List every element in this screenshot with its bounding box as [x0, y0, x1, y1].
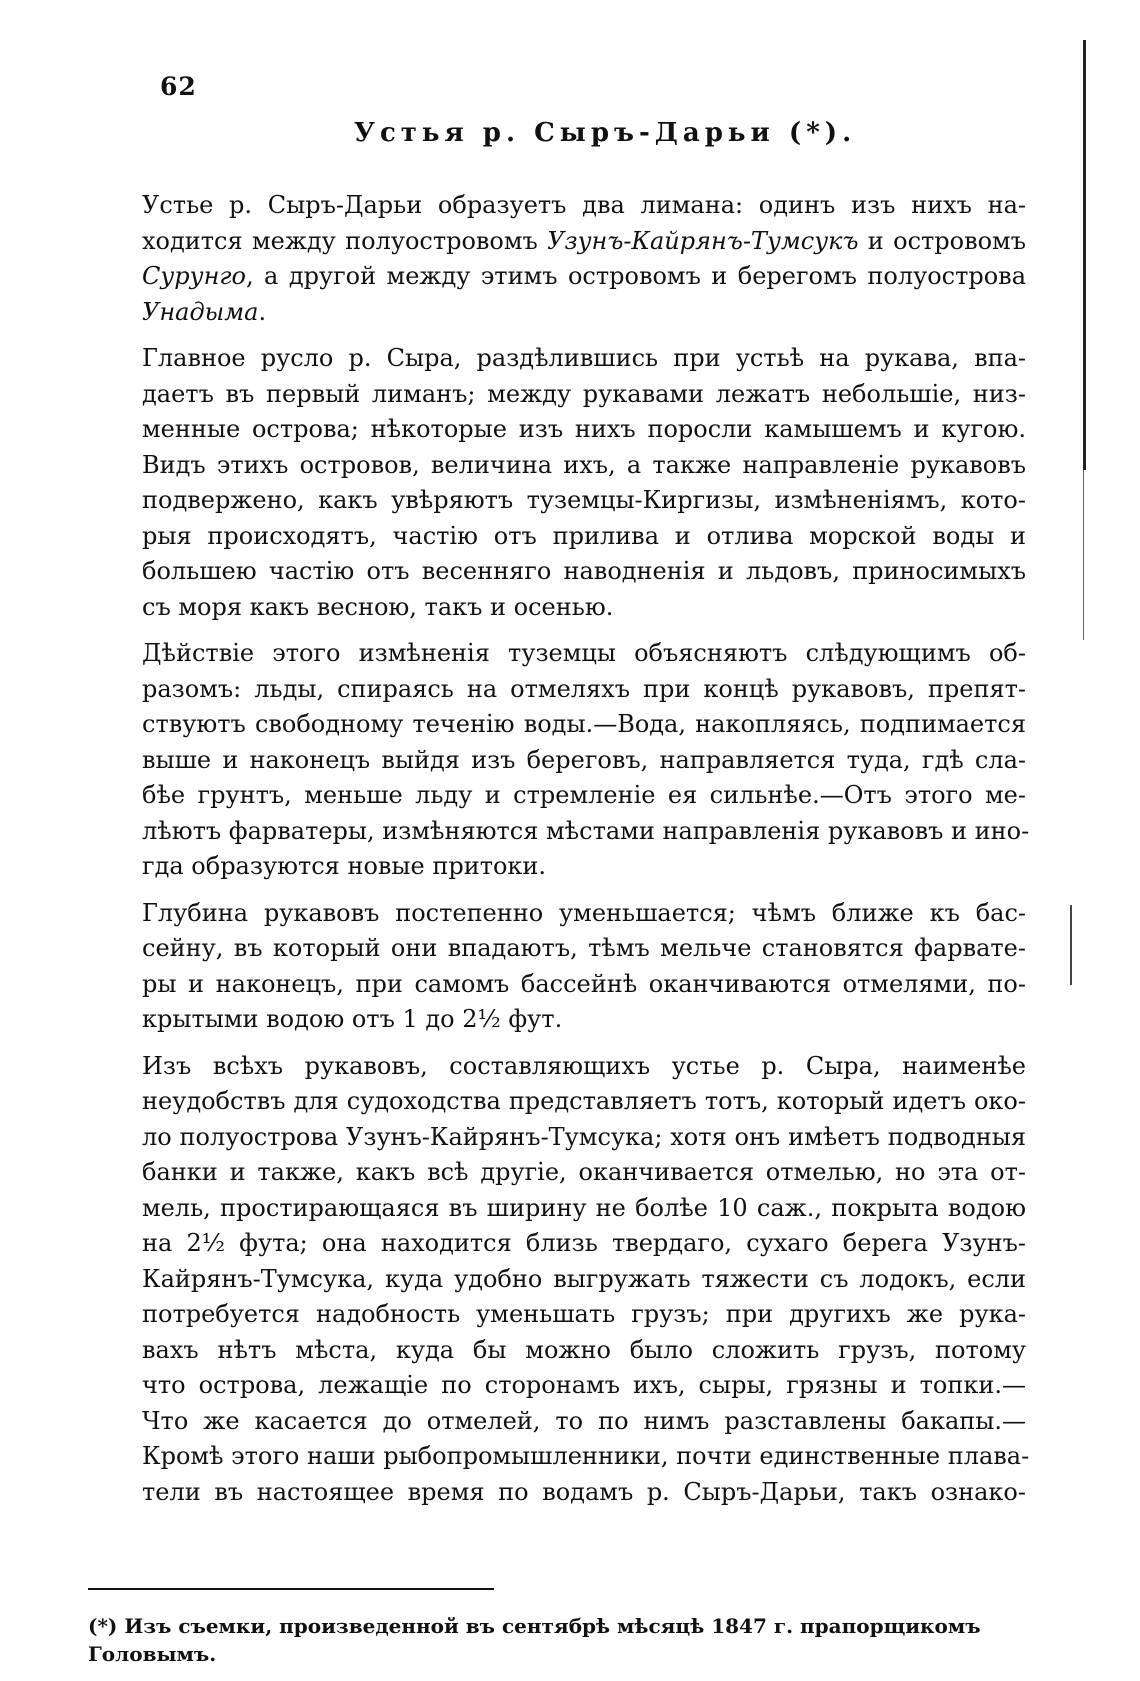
paragraph: [86, 1049, 1030, 1511]
text-line: Устье р. Сыръ-Дарьи образуетъ два лимана: одинъ изъ нихъ на-: [142, 191, 1026, 219]
text-line: большею частію отъ весенняго наводненія и льдовъ, приносимыхъ: [142, 557, 1026, 585]
section-title: Устья р. Сыръ-Дарьи (*).: [353, 118, 857, 148]
text-line: ло полуострова Узунъ-Кайрянъ-Тумсука; хотя онъ имѣетъ подводныя: [142, 1122, 1026, 1151]
text-line: что острова, лежащіе по сторонамъ ихъ, сыры, грязны и топки.—: [142, 1371, 1026, 1399]
paragraph: [86, 636, 1030, 885]
text-line: ходится между полуостровомъ Узунъ-Кайрянъ-Тумсукъ и островомъ: [142, 226, 1026, 255]
paragraph: [86, 341, 1026, 625]
text-line: мель, простирающаяся въ ширину не болѣе 10 саж., покрыта водою: [142, 1193, 1026, 1222]
text-line: съ моря какъ весною, такъ и осенью.: [142, 592, 614, 621]
text-line: Унадыма.: [142, 297, 267, 326]
text-line: на 2½ фута; она находится близь твердаго, сухаго берега Узунъ-: [142, 1229, 1026, 1257]
text-line: бѣе грунтъ, меньше льду и стремленіе ея сильнѣе.—Отъ этого ме-: [142, 781, 1026, 809]
text-line: Глубина рукавовъ постепенно уменьшается; чѣмъ ближе къ бас-: [142, 898, 1026, 927]
text-line: сейну, въ который они впадаютъ, тѣмъ мельче становятся фарвате-: [142, 934, 1026, 962]
text-line: вахъ нѣтъ мѣста, куда бы можно было сложить грузъ, потому: [142, 1335, 1026, 1364]
page-number: 62: [160, 72, 197, 101]
text-line: гда образуются новые притоки.: [142, 852, 547, 880]
text-line: потребуется надобность уменьшать грузъ; при другихъ же рука-: [142, 1300, 1026, 1328]
text-line: Что же касается до отмелей, то по нимъ разставлены бакапы.—: [142, 1406, 1026, 1435]
text-line: Кромѣ этого наши рыбопромышленники, почти единственные плава-: [142, 1442, 1030, 1470]
text-line: даетъ въ первый лиманъ; между рукавами лежатъ небольшіе, низ-: [142, 379, 1026, 408]
text-line: крытыми водою отъ 1 до 2½ фут.: [142, 1005, 563, 1033]
body-text: [86, 188, 1030, 1510]
text-line: разомъ: льды, спираясь на отмеляхъ при концѣ рукавовъ, препят-: [142, 674, 1026, 703]
text-line: Главное русло р. Сыра, раздѣлившись при устьѣ на рукава, впа-: [142, 344, 1026, 372]
text-line: рыя происходятъ, частію отъ прилива и отлива морской воды и: [142, 521, 1026, 550]
paragraph: [86, 188, 1026, 330]
text-line: подвержено, какъ увѣряютъ туземцы-Киргизы, измѣненіямъ, кото-: [142, 486, 1026, 514]
footnote: (*) Изъ съемки, произведенной въ сентябрѣ мѣсяцѣ 1847 г. прапорщикомъ Головымъ.: [88, 1614, 981, 1666]
text-line: лѣютъ фарватеры, измѣняются мѣстами направленія рукавовъ и ино-: [142, 816, 1030, 845]
scan-margin-line: [1083, 40, 1086, 470]
text-line: Дѣйствіе этого измѣненія туземцы объясняютъ слѣдующимъ об-: [142, 639, 1026, 667]
scan-margin-line: [1070, 905, 1072, 985]
footnote-rule: [88, 1588, 494, 1590]
text-line: ствуютъ свободному теченію воды.—Вода, накопляясь, подпимается: [142, 710, 1026, 738]
paragraph: [86, 896, 1026, 1038]
scan-margin-line: [1083, 470, 1084, 640]
text-line: Сурунго, а другой между этимъ островомъ и берегомъ полуострова: [142, 262, 1026, 290]
text-line: выше и наконецъ выйдя изъ береговъ, направляется туда, гдѣ сла-: [142, 745, 1026, 774]
text-line: менные острова; нѣкоторые изъ нихъ поросли камышемъ и кугою.: [142, 415, 1026, 443]
text-line: тели въ настоящее время по водамъ р. Сыръ-Дарьи, такъ ознако-: [142, 1477, 1026, 1506]
text-line: Видъ этихъ островов, величина ихъ, а также направленіе рукавовъ: [142, 450, 1026, 479]
text-line: банки и также, какъ всѣ другіе, оканчивается отмелью, но эта от-: [142, 1158, 1026, 1186]
text-line: неудобствъ для судоходства представляетъ тотъ, который идетъ око-: [142, 1087, 1026, 1115]
text-line: Кайрянъ-Тумсука, куда удобно выгружать тяжести съ лодокъ, если: [142, 1264, 1026, 1293]
text-line: ры и наконецъ, при самомъ бассейнѣ оканчиваются отмелями, по-: [142, 969, 1026, 998]
text-line: Изъ всѣхъ рукавовъ, составляющихъ устье р. Сыра, наименѣе: [142, 1051, 1026, 1080]
